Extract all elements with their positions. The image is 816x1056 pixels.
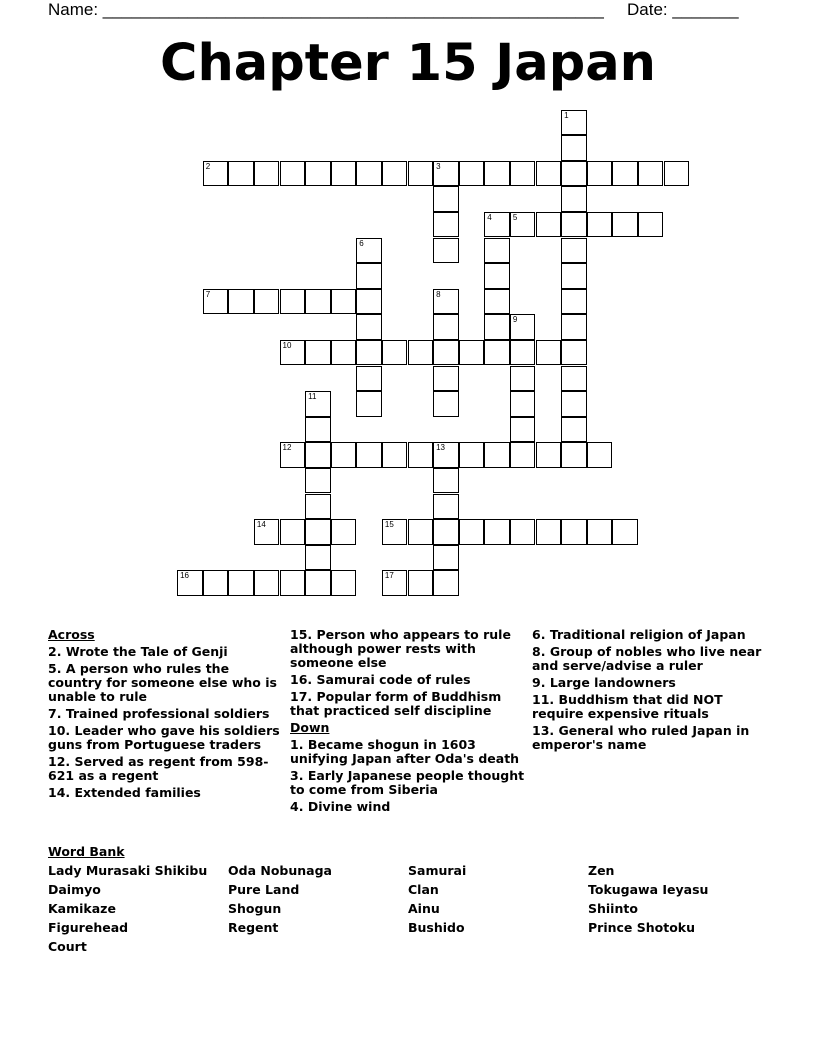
word-bank-item: Regent <box>228 920 279 935</box>
grid-cell[interactable] <box>305 340 331 366</box>
word-bank-item: Shiinto <box>588 901 638 916</box>
grid-cell[interactable] <box>510 366 536 392</box>
word-bank-item: Bushido <box>408 920 465 935</box>
grid-cell[interactable] <box>433 340 459 366</box>
page-title: Chapter 15 Japan <box>160 34 656 93</box>
clue-across-5: 5. A person who rules the country for someone else who is unable to rule <box>48 661 277 704</box>
word-bank-heading: Word Bank <box>48 844 125 859</box>
grid-cell[interactable] <box>356 314 382 340</box>
grid-cell[interactable] <box>356 289 382 315</box>
grid-cell[interactable] <box>561 442 587 468</box>
word-bank-item: Daimyo <box>48 882 101 897</box>
word-bank-item: Kamikaze <box>48 901 116 916</box>
grid-cell[interactable] <box>536 442 562 468</box>
word-bank-item: Samurai <box>408 863 467 878</box>
clue-down-3: 3. Early Japanese people thought to come from Siberia <box>290 768 525 797</box>
clue-across-15: 15. Person who appears to rule although power rests with someone else <box>290 627 511 670</box>
clue-number: 6 <box>359 238 364 248</box>
grid-cell[interactable] <box>356 366 382 392</box>
clue-across-10: 10. Leader who gave his soldiers guns from Portuguese traders <box>48 723 280 752</box>
grid-cell[interactable] <box>228 161 254 187</box>
grid-cell[interactable] <box>484 289 510 315</box>
grid-cell[interactable] <box>433 391 459 417</box>
word-bank-item: Ainu <box>408 901 440 916</box>
clue-number: 12 <box>282 443 292 453</box>
grid-cell[interactable] <box>408 340 434 366</box>
grid-cell[interactable] <box>280 161 306 187</box>
grid-cell[interactable] <box>561 340 587 366</box>
grid-cell[interactable] <box>561 519 587 545</box>
grid-cell[interactable] <box>587 519 613 545</box>
grid-cell[interactable] <box>561 110 587 136</box>
grid-cell[interactable] <box>612 161 638 187</box>
clue-across-12: 12. Served as regent from 598-621 as a regent <box>48 754 269 783</box>
across-heading: Across <box>48 627 95 642</box>
clue-number: 17 <box>384 571 394 581</box>
grid-cell[interactable] <box>331 340 357 366</box>
grid-cell[interactable] <box>459 161 485 187</box>
grid-cell[interactable] <box>561 366 587 392</box>
grid-cell[interactable] <box>408 570 434 596</box>
grid-cell[interactable] <box>510 519 536 545</box>
grid-cell[interactable] <box>587 161 613 187</box>
grid-cell[interactable] <box>484 314 510 340</box>
grid-cell[interactable] <box>484 519 510 545</box>
grid-cell[interactable] <box>280 289 306 315</box>
clue-number: 15 <box>384 520 394 530</box>
grid-cell[interactable] <box>612 212 638 238</box>
grid-cell[interactable] <box>484 161 510 187</box>
grid-cell[interactable] <box>254 161 280 187</box>
grid-cell[interactable] <box>561 391 587 417</box>
grid-cell[interactable] <box>510 417 536 443</box>
grid-cell[interactable] <box>305 391 331 417</box>
grid-cell[interactable] <box>433 289 459 315</box>
grid-cell[interactable] <box>433 570 459 596</box>
word-bank-item: Zen <box>588 863 615 878</box>
word-bank-item: Pure Land <box>228 882 300 897</box>
grid-cell[interactable] <box>331 519 357 545</box>
clue-across-17: 17. Popular form of Buddhism that practiced self discipline <box>290 689 502 718</box>
grid-cell[interactable] <box>510 442 536 468</box>
grid-cell[interactable] <box>382 161 408 187</box>
grid-cell[interactable] <box>408 519 434 545</box>
clue-number: 9 <box>512 315 518 325</box>
clue-number: 2 <box>205 161 211 171</box>
grid-cell[interactable] <box>433 494 459 520</box>
grid-cell[interactable] <box>561 186 587 212</box>
grid-cell[interactable] <box>433 238 459 264</box>
grid-cell[interactable] <box>331 289 357 315</box>
grid-cell[interactable] <box>433 545 459 571</box>
clue-down-9: 9. Large landowners <box>532 675 676 690</box>
clue-down-8: 8. Group of nobles who live near and serve/advise a ruler <box>532 644 762 673</box>
grid-cell[interactable] <box>561 263 587 289</box>
clue-number: 7 <box>205 289 211 299</box>
grid-cell[interactable] <box>228 570 254 596</box>
grid-cell[interactable] <box>536 340 562 366</box>
grid-cell[interactable] <box>408 161 434 187</box>
grid-cell[interactable] <box>510 340 536 366</box>
clue-number: 1 <box>564 110 569 120</box>
grid-cell[interactable] <box>305 468 331 494</box>
word-bank-item: Figurehead <box>48 920 129 935</box>
clue-number: 8 <box>436 289 441 299</box>
grid-cell[interactable] <box>612 519 638 545</box>
grid-cell[interactable] <box>536 212 562 238</box>
grid-cell[interactable] <box>356 391 382 417</box>
clue-down-11: 11. Buddhism that did NOT require expensive rituals <box>532 692 723 721</box>
grid-cell[interactable] <box>638 161 664 187</box>
clue-number: 10 <box>282 340 292 350</box>
clue-column-3 <box>532 628 768 755</box>
grid-cell[interactable] <box>203 289 229 315</box>
clue-number: 5 <box>512 212 518 222</box>
clue-across-2: 2. Wrote the Tale of Genji <box>48 644 228 659</box>
name-field-line: Name: _____________________________________________________ <box>48 0 604 19</box>
grid-cell[interactable] <box>484 238 510 264</box>
grid-cell[interactable] <box>331 570 357 596</box>
clue-down-4: 4. Divine wind <box>290 799 391 814</box>
grid-cell[interactable] <box>510 314 536 340</box>
clue-across-16: 16. Samurai code of rules <box>290 672 471 687</box>
grid-cell[interactable] <box>305 442 331 468</box>
grid-cell[interactable] <box>177 570 203 596</box>
down-heading: Down <box>290 720 330 735</box>
grid-cell[interactable] <box>433 442 459 468</box>
grid-cell[interactable] <box>561 135 587 161</box>
grid-cell[interactable] <box>484 263 510 289</box>
grid-cell[interactable] <box>305 545 331 571</box>
grid-cell[interactable] <box>587 442 613 468</box>
grid-cell[interactable] <box>536 161 562 187</box>
word-bank-item: Prince Shotoku <box>588 920 696 935</box>
grid-cell[interactable] <box>382 570 408 596</box>
word-bank-item: Tokugawa Ieyasu <box>588 882 709 897</box>
grid-cell[interactable] <box>561 314 587 340</box>
grid-cell[interactable] <box>356 263 382 289</box>
clue-column-2 <box>290 628 528 817</box>
grid-cell[interactable] <box>356 340 382 366</box>
clue-across-7: 7. Trained professional soldiers <box>48 706 270 721</box>
grid-cell[interactable] <box>510 212 536 238</box>
clue-down-6: 6. Traditional religion of Japan <box>532 627 746 642</box>
clue-number: 11 <box>308 392 317 402</box>
grid-cell[interactable] <box>305 519 331 545</box>
grid-cell[interactable] <box>228 289 254 315</box>
clue-down-13: 13. General who ruled Japan in emperor's name <box>532 723 750 752</box>
grid-cell[interactable] <box>356 161 382 187</box>
grid-cell[interactable] <box>459 340 485 366</box>
grid-cell[interactable] <box>356 238 382 264</box>
word-bank-item: Shogun <box>228 901 282 916</box>
grid-cell[interactable] <box>280 570 306 596</box>
grid-cell[interactable] <box>459 442 485 468</box>
grid-cell[interactable] <box>254 519 280 545</box>
word-bank-item: Court <box>48 939 87 954</box>
clue-across-14: 14. Extended families <box>48 785 201 800</box>
grid-cell[interactable] <box>305 289 331 315</box>
grid-cell[interactable] <box>561 161 587 187</box>
grid-cell[interactable] <box>331 442 357 468</box>
grid-cell[interactable] <box>664 161 690 187</box>
grid-cell[interactable] <box>459 519 485 545</box>
clue-number: 13 <box>436 443 445 453</box>
grid-cell[interactable] <box>561 289 587 315</box>
grid-cell[interactable] <box>536 519 562 545</box>
clue-number: 16 <box>180 571 189 581</box>
clue-column-1 <box>48 628 284 803</box>
grid-cell[interactable] <box>587 212 613 238</box>
grid-cell[interactable] <box>382 519 408 545</box>
grid-cell[interactable] <box>280 340 306 366</box>
clue-number: 3 <box>436 161 441 171</box>
grid-cell[interactable] <box>433 161 459 187</box>
grid-cell[interactable] <box>510 161 536 187</box>
grid-cell[interactable] <box>510 391 536 417</box>
grid-cell[interactable] <box>561 212 587 238</box>
grid-cell[interactable] <box>305 494 331 520</box>
grid-cell[interactable] <box>433 519 459 545</box>
clue-number: 14 <box>256 520 266 530</box>
word-bank-item: Clan <box>408 882 439 897</box>
grid-cell[interactable] <box>254 570 280 596</box>
grid-cell[interactable] <box>484 442 510 468</box>
grid-cell[interactable] <box>280 442 306 468</box>
grid-cell[interactable] <box>408 442 434 468</box>
grid-cell[interactable] <box>254 289 280 315</box>
date-field-line: Date: _______ <box>627 0 739 19</box>
grid-cell[interactable] <box>356 442 382 468</box>
grid-cell[interactable] <box>203 570 229 596</box>
grid-cell[interactable] <box>433 186 459 212</box>
grid-cell[interactable] <box>382 340 408 366</box>
word-bank-item: Oda Nobunaga <box>228 863 332 878</box>
clue-down-1: 1. Became shogun in 1603 unifying Japan after Oda's death <box>290 737 520 766</box>
grid-cell[interactable] <box>305 570 331 596</box>
grid-cell[interactable] <box>433 468 459 494</box>
word-bank-item: Lady Murasaki Shikibu <box>48 863 208 878</box>
grid-cell[interactable] <box>484 340 510 366</box>
grid-cell[interactable] <box>638 212 664 238</box>
grid-cell[interactable] <box>203 161 229 187</box>
clue-number: 4 <box>487 212 492 222</box>
grid-cell[interactable] <box>433 212 459 238</box>
grid-cell[interactable] <box>382 442 408 468</box>
grid-cell[interactable] <box>561 417 587 443</box>
grid-cell[interactable] <box>305 417 331 443</box>
grid-cell[interactable] <box>305 161 331 187</box>
grid-cell[interactable] <box>433 366 459 392</box>
grid-cell[interactable] <box>561 238 587 264</box>
grid-cell[interactable] <box>280 519 306 545</box>
grid-cell[interactable] <box>331 161 357 187</box>
grid-cell[interactable] <box>484 212 510 238</box>
grid-cell[interactable] <box>433 314 459 340</box>
